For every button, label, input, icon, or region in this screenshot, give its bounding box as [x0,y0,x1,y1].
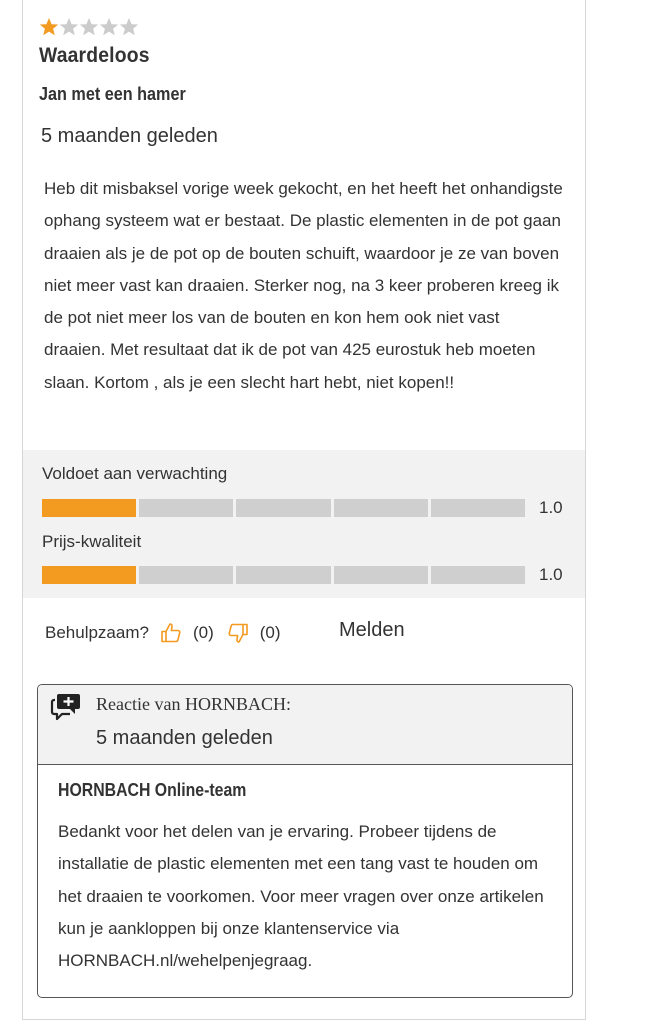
star-icon-empty [79,16,99,38]
rating-segment [431,566,525,584]
report-link[interactable]: Melden [339,619,405,641]
reply-text: Bedankt voor het delen van je ervaring. Probeer tijdens de installatie de plastic elementen met een tang vast te houden om het draaien te voorkomen. Voor meer vragen over onze artikelen kun je aankloppen bij onze klantenservice via HORNBACH.nl/wehelpenjegraag. [58,822,544,971]
rating-segment [236,499,330,517]
thumbs-down-icon[interactable] [226,621,250,645]
helpful-up-count: (0) [192,623,214,642]
rating-segment [42,499,136,517]
rating-label-expectation: Voldoet aan verwachting [42,464,228,483]
reply-time: 5 maanden geleden [96,727,273,749]
company-reply [37,684,573,998]
star-icon-empty [119,16,139,38]
rating-segment [334,499,428,517]
rating-segment [236,566,330,584]
review-card [22,0,586,1020]
review-body: Heb dit misbaksel vorige week gekocht, en het heeft het onhandigste ophang systeem wat er bestaat. De plastic elementen in de pot gaan draaien als je de pot op de bouten schuift, waardoor je ze van boven niet meer vast kan draaien. Sterker nog, na 3 keer proberen kreeg ik de pot niet meer los van de bouten en kon hem ook niet vast draaien. Met resultaat dat ik de pot van 425 eurostuk heb moeten slaan. Kortom , als je een slecht hart hebt, niet kopen!! [44,179,563,392]
reply-header [38,685,572,765]
rating-segment [334,566,428,584]
helpful-row [45,620,281,646]
review-title: Waardeloos [39,44,150,67]
thumbs-up-icon[interactable] [159,621,183,645]
ratings-panel [23,450,585,598]
review-time: 5 maanden geleden [41,125,218,147]
helpful-down-count: (0) [259,623,281,642]
reply-from: Reactie van HORNBACH: [96,694,291,714]
star-rating [39,16,139,38]
review-author: Jan met een hamer [39,84,186,104]
star-icon-empty [99,16,119,38]
helpful-label: Behulpzaam? [45,623,149,642]
chat-reply-icon [50,691,82,721]
star-icon-empty [59,16,79,38]
rating-segment [139,499,233,517]
rating-bar-expectation [42,499,525,517]
rating-value-price-quality: 1.0 [539,565,563,584]
rating-bar-price-quality [42,566,525,584]
rating-segment [42,566,136,584]
reply-team: HORNBACH Online-team [58,780,247,800]
rating-segment [431,499,525,517]
rating-segment [139,566,233,584]
rating-label-price-quality: Prijs-kwaliteit [42,532,142,551]
star-icon-filled [39,16,59,38]
rating-value-expectation: 1.0 [539,498,563,517]
